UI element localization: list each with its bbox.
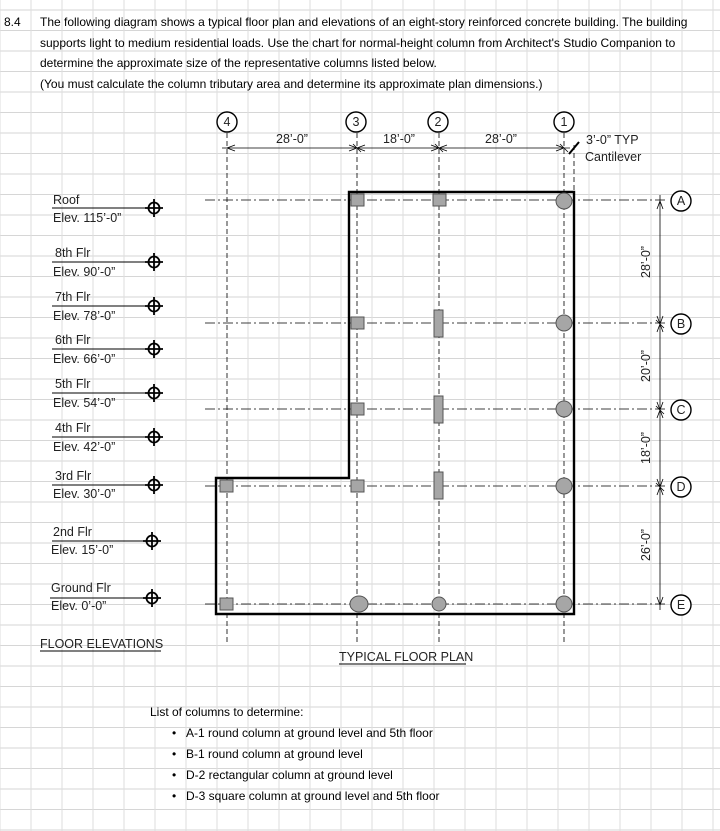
floor-elevation: Elev. 54’-0” xyxy=(53,396,116,410)
column-C2 xyxy=(434,396,443,423)
column-C1 xyxy=(556,401,572,417)
floor-plan xyxy=(205,112,691,664)
floor-name: Roof xyxy=(53,193,80,207)
floor-plan-title: TYPICAL FLOOR PLAN xyxy=(339,650,474,664)
elevation-3rd xyxy=(52,469,163,501)
floor-elevation: Elev. 78’-0” xyxy=(53,309,116,323)
floor-elevations xyxy=(40,193,163,651)
floor-name: Ground Flr xyxy=(51,581,111,595)
elevation-6th xyxy=(52,333,163,366)
right-dimension-line xyxy=(656,195,664,610)
grid-label: A xyxy=(676,194,686,208)
column-C3 xyxy=(351,403,364,415)
problem-line: determine the approximate size of the representative columns listed below. xyxy=(40,56,437,70)
list-item: • B-1 round column at ground level xyxy=(186,744,439,765)
column-D2 xyxy=(434,472,443,499)
floor-name: 7th Flr xyxy=(55,290,91,304)
floor-name: 8th Flr xyxy=(55,246,91,260)
grid-label: D xyxy=(676,480,686,494)
list-item: • D-3 square column at ground level and 5th floor xyxy=(186,786,439,807)
column-B3 xyxy=(351,317,364,329)
dimension-A-B: 28’-0” xyxy=(639,246,653,278)
elevation-2nd xyxy=(51,525,161,557)
floor-name: 2nd Flr xyxy=(53,525,92,539)
grid-label: 4 xyxy=(223,115,231,129)
elevation-7th xyxy=(52,290,163,323)
problem-line: The following diagram shows a typical floor plan and elevations of an eight-story reinforced concrete building. The building xyxy=(40,15,688,29)
cantilever-dimension: 3’-0” TYP xyxy=(586,133,639,147)
problem-line: (You must calculate the column tributary area and determine its approximate plan dimensions.) xyxy=(40,76,543,91)
floor-elevations-title: FLOOR ELEVATIONS xyxy=(40,637,164,651)
floor-name: 3rd Flr xyxy=(55,469,92,483)
dimension-C-D: 18’-0” xyxy=(639,432,653,464)
columns-list xyxy=(150,702,439,807)
building-outline xyxy=(216,192,574,614)
grid-label: E xyxy=(676,598,686,612)
elevation-ground xyxy=(50,581,161,613)
dimension-D-E: 26’-0” xyxy=(639,529,653,561)
column-E2 xyxy=(432,597,446,611)
column-A1 xyxy=(556,193,572,209)
elevation-roof xyxy=(52,193,163,225)
column-D1 xyxy=(556,478,572,494)
grid-label: 2 xyxy=(434,115,442,129)
problem-number: 8.4 xyxy=(4,15,21,29)
grid-label: C xyxy=(676,403,686,417)
floor-elevation: Elev. 30’-0” xyxy=(53,487,116,501)
list-item: • A-1 round column at ground level and 5th floor xyxy=(186,723,439,744)
column-D3 xyxy=(351,480,364,492)
column-D4 xyxy=(220,480,233,492)
list-item: • D-2 rectangular column at ground level xyxy=(186,765,439,786)
column-E4 xyxy=(220,598,233,610)
floor-name: 4th Flr xyxy=(55,421,91,435)
floor-elevation: Elev. 15’-0” xyxy=(51,543,114,557)
dimension-2-1: 28’-0” xyxy=(485,132,517,146)
dimension-4-3: 28’-0” xyxy=(276,132,308,146)
elevation-4th xyxy=(52,421,163,454)
column-A2 xyxy=(433,194,446,206)
floor-elevation: Elev. 115’-0” xyxy=(53,211,122,225)
grid-label: 3 xyxy=(352,115,360,129)
elevation-5th xyxy=(52,377,163,410)
dimension-3-2: 18’-0” xyxy=(383,132,415,146)
column-A3 xyxy=(351,194,364,206)
cantilever-label: Cantilever xyxy=(585,150,642,164)
elevation-8th xyxy=(52,246,163,279)
floor-name: 6th Flr xyxy=(55,333,91,347)
floor-elevation: Elev. 0’-0” xyxy=(51,599,107,613)
columns-list-title: List of columns to determine: xyxy=(150,705,304,719)
column-B2 xyxy=(434,310,443,337)
column-E3 xyxy=(350,596,368,612)
problem-line: supports light to medium residential loads. Use the chart for normal-height column from Architect's Studio Companion to xyxy=(40,35,676,50)
column-E1 xyxy=(556,596,572,612)
floor-elevation: Elev. 42’-0” xyxy=(53,440,116,454)
grid-label: B xyxy=(676,317,686,331)
grid-label: 1 xyxy=(560,115,568,129)
floor-elevation: Elev. 66’-0” xyxy=(53,352,116,366)
floor-elevation: Elev. 90’-0” xyxy=(53,265,116,279)
floor-name: 5th Flr xyxy=(55,377,91,391)
dimension-B-C: 20’-0” xyxy=(639,350,653,382)
column-B1 xyxy=(556,315,572,331)
